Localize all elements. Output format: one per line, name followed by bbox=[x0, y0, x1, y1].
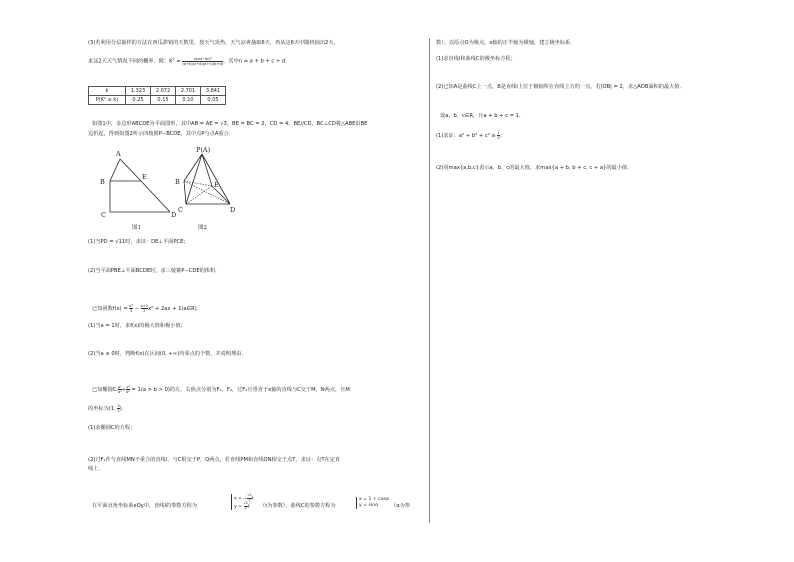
table-cell: 0.10 bbox=[176, 96, 201, 105]
text-segment: x² + 2ax + 1(a∈R)． bbox=[148, 306, 202, 312]
table-cell: 2.701 bbox=[176, 87, 201, 96]
text-segment: ； bbox=[499, 133, 505, 139]
question-ellipse-part-1: (1)求椭圆C的方程； bbox=[88, 425, 136, 431]
text-segment: − bbox=[132, 306, 141, 312]
table-cell: 0.15 bbox=[151, 96, 176, 105]
text-segment: = bbox=[174, 58, 183, 65]
question-stats-line-1: (3)若利用分层抽样的方法在西瓜滞销的天数里，按天气炎热、天气凉爽抽取6天，再从这6天中随机抽出2天， bbox=[88, 40, 339, 46]
fraction-top: 3 bbox=[117, 404, 120, 408]
fraction-bottom: 2 bbox=[248, 497, 251, 502]
label-b: B bbox=[175, 178, 180, 186]
question-geometry-line-1: 如图1中，多边形ABCDE为平面图形，其中AB = AE = √3，BE = BC = 2，CD = 4，BE//CD，BC⊥CD将△ABE沿BE bbox=[92, 121, 368, 127]
text-segment: 的坐标为 bbox=[88, 406, 109, 412]
fraction-top: √2 bbox=[247, 493, 252, 497]
question-function-part-2: (2)当a ≤ 0时，判断f(x)在区间(0, +∞)内零点的个数，并说明理由． bbox=[88, 351, 247, 357]
label-e: E bbox=[214, 181, 219, 189]
parametric-system-line bbox=[231, 494, 253, 510]
column-divider bbox=[429, 38, 430, 523]
question-ellipse-line-2 bbox=[88, 404, 127, 413]
label-c: C bbox=[101, 211, 106, 219]
question-ellipse-part-2-line-2: 线上． bbox=[88, 466, 104, 472]
question-ellipse-part-2-line-1: (2)过F₁作与直线MN不重合的直线l，与C相交于P，Q两点，若直线PM和直线QN相交于点T，求证：点T在定直 bbox=[88, 457, 341, 463]
text-segment: )． bbox=[119, 406, 127, 412]
text-segment: 求这2天天气情况不同的概率．附：K bbox=[88, 58, 173, 65]
label-p: P(A) bbox=[196, 146, 211, 154]
fraction-top: n(ad−bc)² bbox=[182, 57, 223, 62]
question-parametric-line-end: （α为参 bbox=[391, 503, 410, 509]
label-d: D bbox=[171, 211, 177, 219]
fraction-bottom: a² bbox=[118, 390, 122, 394]
label-d: D bbox=[230, 206, 236, 214]
text-segment: y = bbox=[234, 504, 244, 510]
figure-2-diagram bbox=[172, 146, 242, 231]
text-segment: t bbox=[247, 504, 250, 510]
text-segment: t bbox=[251, 496, 254, 502]
formula-fraction bbox=[182, 57, 223, 66]
right-line-3: (2)已知A是曲线C上一点，B是直线l上位于极轴所在直线上方的一点，若|OB| = 2，求△AOB面积的最大值． bbox=[436, 84, 685, 90]
table-cell: k bbox=[89, 87, 126, 96]
table-row bbox=[89, 87, 226, 96]
question-function-line bbox=[92, 304, 202, 313]
question-function-part-1: (1)当a = 1时，求f(x)的极大值和极小值； bbox=[88, 323, 186, 329]
fraction-bottom: (a+b)(c+d)(a+c)(b+d) bbox=[182, 61, 224, 66]
text-segment: ，其中n = a + b + c + d． bbox=[223, 58, 291, 65]
system-row: x = 1 + cosα bbox=[359, 497, 389, 502]
superscript: 2 bbox=[172, 57, 175, 61]
question-stats-line-2 bbox=[88, 56, 290, 66]
formula-fraction bbox=[141, 304, 149, 313]
fraction-bottom: 2 bbox=[117, 409, 120, 413]
right-line-1: 数），以原点O为极点，x轴的正半轴为极轴，建立极坐标系． bbox=[436, 40, 576, 46]
text-segment: + bbox=[121, 387, 127, 393]
fraction-top: 1 bbox=[497, 131, 500, 135]
text-segment: 在平面直角坐标系xOy中，直线l的参数方程为 bbox=[92, 503, 198, 509]
fraction-bottom: 2 bbox=[244, 505, 247, 510]
text-segment: (1)求证：a² + b² + c² ≥ bbox=[436, 133, 498, 139]
fraction-top: √2 bbox=[243, 501, 248, 506]
fraction-top: y² bbox=[126, 385, 130, 389]
question-geometry-part-1: (1)当PD = √11时，求证：DE⊥平面PCE； bbox=[88, 239, 189, 245]
right-line-4: 设a，b，c∈R，且a + b + c = 1． bbox=[440, 113, 525, 119]
table-cell: 0.05 bbox=[201, 96, 226, 105]
right-line-2: (1)求直线l和曲线C的极坐标方程； bbox=[436, 56, 516, 62]
question-parametric-line bbox=[92, 503, 197, 510]
text-segment: 已知函数f(x) = bbox=[92, 306, 130, 312]
question-parametric-line-cont: （t为参数），曲线C的参数方程为 bbox=[260, 503, 336, 509]
table-row bbox=[89, 96, 226, 105]
label-b: B bbox=[100, 178, 105, 186]
system-row bbox=[234, 502, 253, 510]
label-a: A bbox=[116, 150, 121, 158]
right-line-5 bbox=[436, 131, 505, 140]
text-segment: = 1(a > b > 0)的左、右焦点分别为F₁，F₂，过F₂且垂直于x轴的直线与C交于M，N两点，且M bbox=[129, 387, 350, 393]
table-cell: 0.25 bbox=[126, 96, 151, 105]
label-e: E bbox=[142, 173, 147, 181]
table-cell: 2.072 bbox=[151, 87, 176, 96]
figure-1-diagram bbox=[96, 146, 181, 231]
table-cell: 3.841 bbox=[201, 87, 226, 96]
table-cell: 1.323 bbox=[126, 87, 151, 96]
fraction-bottom: 3 bbox=[497, 136, 500, 140]
fraction-bottom: 3 bbox=[129, 309, 133, 313]
fraction-top: x² bbox=[118, 385, 122, 389]
fraction-top: a+2 bbox=[140, 304, 149, 308]
fraction-bottom: 2 bbox=[143, 309, 146, 313]
question-ellipse-line-1 bbox=[92, 385, 350, 394]
figure-2-caption: 图2 bbox=[198, 225, 207, 231]
label-c: C bbox=[178, 206, 183, 214]
system-row: y = sinα bbox=[359, 503, 379, 508]
text-segment: 已知椭圆C: bbox=[92, 387, 119, 393]
question-geometry-line-2: 边折起，得到如图2所示四棱锥P−BCDE，其中点P与点A重合． bbox=[88, 131, 234, 137]
fraction-bottom: b² bbox=[126, 390, 130, 394]
right-line-6: (2)用max{a,b,c}表示a，b，c的最大值，求max{a + b, b + c, c + a}的最小值． bbox=[436, 165, 633, 171]
question-geometry-part-2: (2)当平面PBE⊥平面BCDE时，求三棱锥P−CDE的体积． bbox=[88, 268, 221, 274]
figure-1-caption: 图1 bbox=[132, 225, 141, 231]
fraction-top: x³ bbox=[129, 304, 133, 308]
critical-value-table bbox=[88, 86, 226, 105]
text-segment: (1, bbox=[108, 406, 118, 412]
curve-parametric-system bbox=[356, 497, 389, 509]
text-segment: x = − bbox=[234, 496, 248, 502]
table-cell: P(K² ≥ k) bbox=[89, 96, 126, 105]
